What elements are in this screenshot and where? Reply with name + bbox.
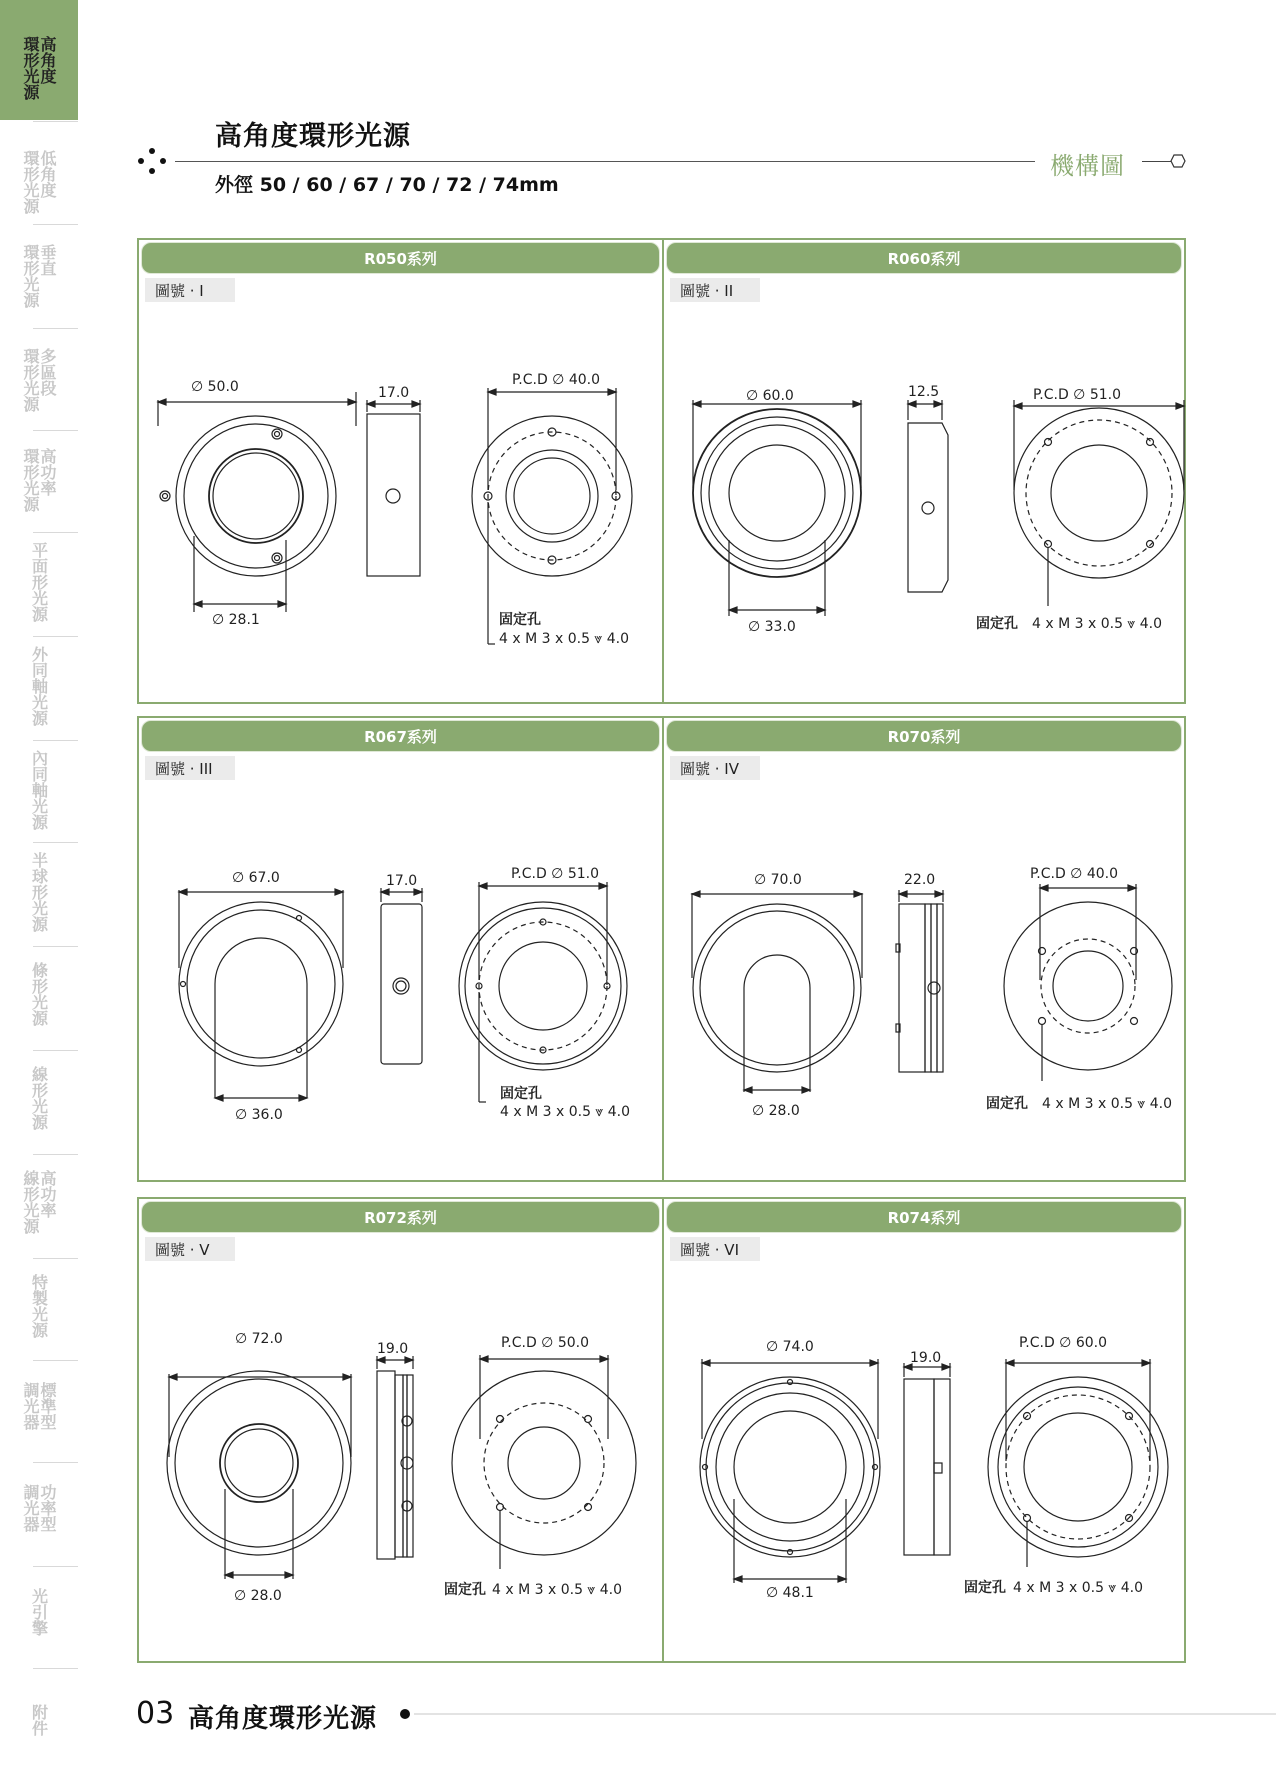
sidebar-tab-low-angle-ring[interactable] xyxy=(0,122,78,224)
dim-pcd: P.C.D ∅ 51.0 xyxy=(1033,387,1121,403)
dim-height: 17.0 xyxy=(378,385,410,401)
sidebar-tab-sublabel: 多區段 xyxy=(38,348,57,396)
outer-rim xyxy=(176,416,336,576)
sidebar-tab-sublabel: 功率型 xyxy=(38,1484,57,1532)
dim-outer-diameter: ∅ 74.0 xyxy=(766,1339,814,1355)
sidebar-tab-label: 環形光源 xyxy=(21,36,40,100)
sidebar-tab-label: 外同軸光源 xyxy=(29,646,49,726)
panel-series-header: R067系列 xyxy=(141,720,660,752)
r050-technical-drawing xyxy=(139,240,666,706)
r074-technical-drawing xyxy=(664,1199,1188,1665)
sidebar-tab-label: 調光器 xyxy=(21,1382,40,1430)
sidebar-tab-sublabel: 標準型 xyxy=(38,1382,57,1430)
sidebar-tab-sublabel: 垂直 xyxy=(38,244,57,276)
mount-hole-label: 固定孔 xyxy=(986,1096,1028,1112)
sidebar-tab-label: 特製光源 xyxy=(29,1274,49,1338)
sidebar-tab-standard-dimmer[interactable] xyxy=(0,1360,78,1462)
sidebar-tab-label: 環形光源 xyxy=(21,348,40,412)
mount-hole-label: 固定孔 xyxy=(499,612,541,628)
dim-inner-diameter: ∅ 33.0 xyxy=(748,619,796,635)
figure-number-tag: 圖號 · III xyxy=(145,756,235,780)
sidebar-tab-sublabel: 低角度 xyxy=(38,150,57,198)
header-rule xyxy=(175,161,1035,162)
section-label: 機構圖 xyxy=(1050,152,1125,180)
mount-hole-spec: 4 x M 3 x 0.5 ⩔ 4.0 xyxy=(1013,1580,1144,1596)
bullet-dots-icon xyxy=(138,148,166,176)
panel-series-header: R072系列 xyxy=(141,1201,660,1233)
dim-height: 22.0 xyxy=(904,872,936,888)
figure-number-tag: 圖號 · I xyxy=(145,278,235,302)
sidebar-tab-label: 調光器 xyxy=(21,1484,40,1532)
page-subtitle: 外徑 50 / 60 / 67 / 70 / 72 / 74mm xyxy=(215,174,559,196)
page-title: 高角度環形光源 xyxy=(215,121,411,152)
dim-pcd: P.C.D ∅ 51.0 xyxy=(511,866,599,882)
sidebar-tab-label: 線形光源 xyxy=(21,1170,40,1234)
footer-bullet-icon xyxy=(400,1709,410,1719)
dim-height: 19.0 xyxy=(377,1341,409,1357)
sidebar-tab-label: 附件 xyxy=(29,1704,49,1736)
product-panel-r067 xyxy=(137,716,664,1182)
figure-number-tag: 圖號 · II xyxy=(670,278,760,302)
dim-pcd: P.C.D ∅ 40.0 xyxy=(1030,866,1118,882)
dim-outer-diameter: ∅ 70.0 xyxy=(754,872,802,888)
panel-series-header: R050系列 xyxy=(141,242,660,274)
sidebar-tab-label: 平面形光源 xyxy=(29,542,49,622)
sidebar-tab-label: 環形光源 xyxy=(21,448,40,512)
sidebar-tab-flat[interactable] xyxy=(0,532,78,634)
product-panel-r050 xyxy=(137,238,664,704)
r060-technical-drawing xyxy=(664,240,1188,706)
dim-outer-diameter: ∅ 67.0 xyxy=(232,870,280,886)
dim-inner-diameter: ∅ 36.0 xyxy=(235,1107,283,1123)
dim-height: 17.0 xyxy=(386,873,418,889)
sidebar-tab-light-engine[interactable] xyxy=(0,1566,78,1668)
hexagon-icon xyxy=(1170,154,1186,168)
section-label-rule xyxy=(1142,161,1172,162)
dim-inner-diameter: ∅ 28.0 xyxy=(234,1588,282,1604)
dim-outer-diameter: ∅ 60.0 xyxy=(746,388,794,404)
dim-pcd: P.C.D ∅ 40.0 xyxy=(512,372,600,388)
sidebar-tab-bar[interactable] xyxy=(0,946,78,1048)
sidebar-tab-vertical-ring[interactable] xyxy=(0,224,78,326)
dim-pcd: P.C.D ∅ 60.0 xyxy=(1019,1335,1107,1351)
dim-inner-diameter: ∅ 28.1 xyxy=(212,612,260,628)
panel-series-header: R070系列 xyxy=(666,720,1182,752)
page-number: 03 xyxy=(136,1696,175,1731)
sidebar-tab-high-angle-ring[interactable] xyxy=(0,0,78,120)
sidebar-tab-label: 半球形光源 xyxy=(29,852,49,932)
sidebar-tab-high-power-line[interactable] xyxy=(0,1154,78,1256)
product-panel-r072 xyxy=(137,1197,664,1663)
mount-hole-label: 固定孔 xyxy=(444,1582,486,1598)
sidebar-tab-label: 光引擎 xyxy=(29,1588,49,1636)
product-panel-r060 xyxy=(662,238,1186,704)
mount-hole-label: 固定孔 xyxy=(964,1580,1006,1596)
dim-inner-diameter: ∅ 28.0 xyxy=(752,1103,800,1119)
mount-hole-label: 固定孔 xyxy=(500,1086,542,1102)
sidebar-tab-line[interactable] xyxy=(0,1050,78,1152)
mount-hole-spec: 4 x M 3 x 0.5 ⩔ 4.0 xyxy=(492,1582,623,1598)
r070-technical-drawing xyxy=(664,718,1188,1184)
sidebar-tab-dome[interactable] xyxy=(0,842,78,944)
sidebar-tab-power-dimmer[interactable] xyxy=(0,1462,78,1564)
sidebar-tab-label: 環形光源 xyxy=(21,150,40,214)
dim-height: 19.0 xyxy=(910,1350,942,1366)
footer-title: 高角度環形光源 xyxy=(188,1704,378,1734)
dim-pcd: P.C.D ∅ 50.0 xyxy=(501,1335,589,1351)
figure-number-tag: 圖號 · IV xyxy=(670,756,760,780)
dim-height: 12.5 xyxy=(908,384,940,400)
panel-series-header: R060系列 xyxy=(666,242,1182,274)
panel-series-header: R074系列 xyxy=(666,1201,1182,1233)
mount-hole-spec: 4 x M 3 x 0.5 ⩔ 4.0 xyxy=(499,631,630,647)
product-panel-r070 xyxy=(662,716,1186,1182)
sidebar-tab-accessories[interactable] xyxy=(0,1668,78,1768)
sidebar-tab-sublabel: 高功率 xyxy=(38,448,57,496)
r067-technical-drawing xyxy=(139,718,666,1184)
figure-number-tag: 圖號 · V xyxy=(145,1237,235,1261)
dim-inner-diameter: ∅ 48.1 xyxy=(766,1585,814,1601)
sidebar-tab-label: 環形光源 xyxy=(21,244,40,308)
sidebar-tab-custom[interactable] xyxy=(0,1258,78,1360)
dim-outer-diameter: ∅ 50.0 xyxy=(191,379,239,395)
sidebar-tab-sublabel: 高角度 xyxy=(38,36,57,84)
sidebar-tab-high-power-ring[interactable] xyxy=(0,430,78,532)
mount-hole-spec: 4 x M 3 x 0.5 ⩔ 4.0 xyxy=(1032,616,1163,632)
sidebar-tab-multi-zone-ring[interactable] xyxy=(0,328,78,430)
sidebar-nav xyxy=(0,0,78,1789)
r072-technical-drawing xyxy=(139,1199,666,1665)
dim-outer-diameter: ∅ 72.0 xyxy=(235,1331,283,1347)
sidebar-tab-sublabel: 高功率 xyxy=(38,1170,57,1218)
mount-hole-spec: 4 x M 3 x 0.5 ⩔ 4.0 xyxy=(1042,1096,1173,1112)
figure-number-tag: 圖號 · VI xyxy=(670,1237,760,1261)
mount-hole-label: 固定孔 xyxy=(976,616,1018,632)
product-panel-r074 xyxy=(662,1197,1186,1663)
sidebar-tab-inner-coaxial[interactable] xyxy=(0,740,78,842)
sidebar-tab-label: 線形光源 xyxy=(29,1066,49,1130)
sidebar-tab-label: 內同軸光源 xyxy=(29,750,49,830)
mount-hole-spec: 4 x M 3 x 0.5 ⩔ 4.0 xyxy=(500,1104,631,1120)
sidebar-tab-label: 條形光源 xyxy=(29,962,49,1026)
sidebar-tab-outer-coaxial[interactable] xyxy=(0,636,78,738)
footer-rule xyxy=(414,1713,1276,1715)
